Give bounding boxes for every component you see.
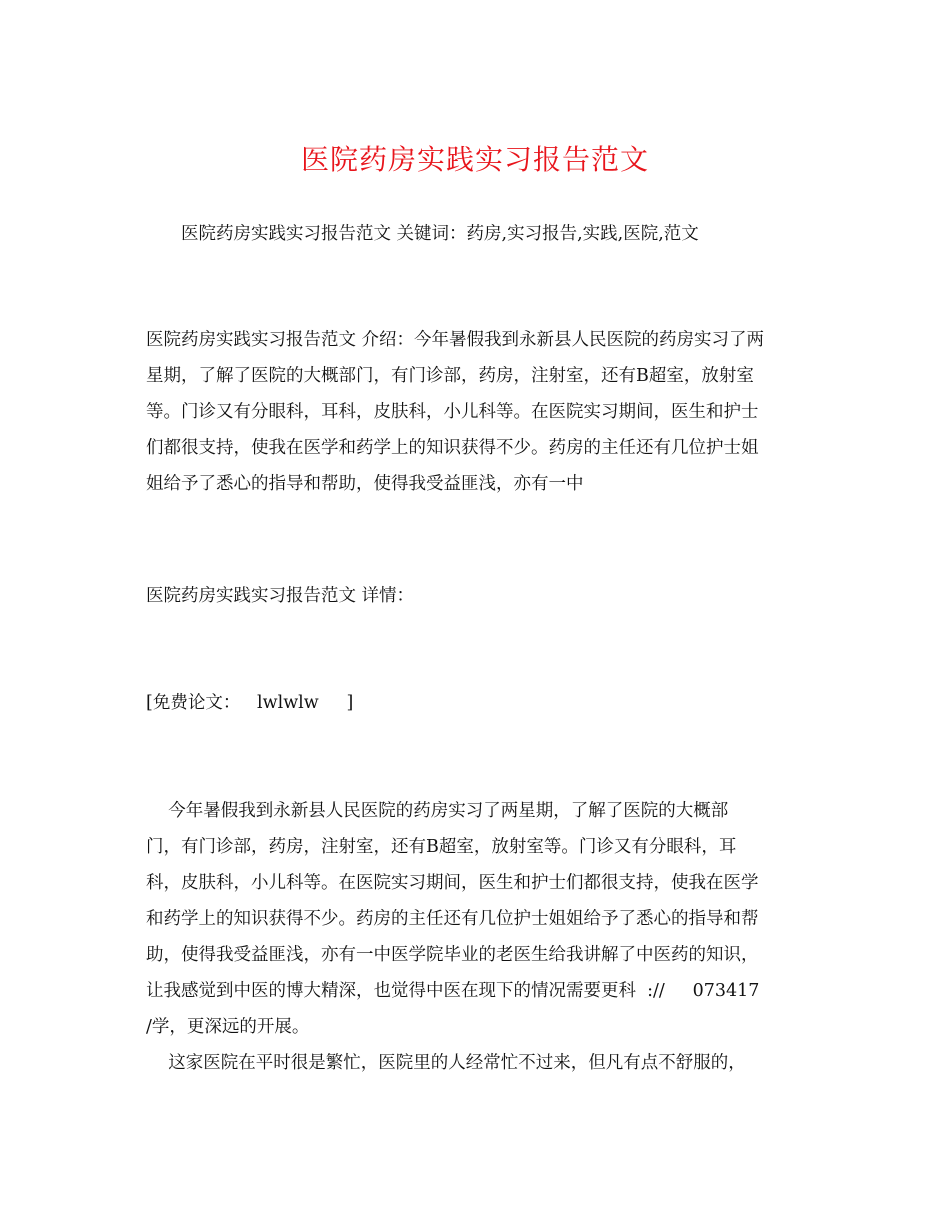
detail-heading-text: 医院药房实践实习报告范文 详情： [146, 586, 415, 606]
body-line: 让我感觉到中医的博大精深，也觉得中医在现下的情况需要更科 :// 073417 [146, 981, 760, 1001]
intro-paragraph [146, 322, 816, 502]
body-line: 科，皮肤科，小儿科等。在医院实习期间，医生和护士们都很支持，使我在医学 [146, 873, 759, 893]
intro-line: 们都很支持，使我在医学和药学上的知识获得不少。药房的主任还有几位护士姐 [146, 438, 759, 458]
keywords-text: 医院药房实践实习报告范文 关键词：药房,实习报告,实践,医院,范文 [181, 224, 699, 244]
intro-line: 医院药房实践实习报告范文 介绍：今年暑假我到永新县人民医院的药房实习了两 [146, 330, 765, 350]
body-line: 助，使得我受益匪浅，亦有一中医学院毕业的老医生给我讲解了中医药的知识， [146, 945, 759, 965]
body-paragraph-2 [146, 1045, 816, 1081]
body-line: 和药学上的知识获得不少。药房的主任还有几位护士姐姐给予了悉心的指导和帮 [146, 909, 759, 929]
body-line: 今年暑假我到永新县人民医院的药房实习了两星期，了解了医院的大概部 [146, 801, 729, 821]
free-paper-line [146, 685, 816, 721]
free-paper-text: [免费论文： lwlwlw ] [146, 693, 354, 713]
body-paragraph-1 [146, 793, 816, 1045]
detail-heading [146, 578, 816, 614]
document-title: 医院药房实践实习报告范文 [300, 143, 649, 176]
body-line: 门，有门诊部，药房，注射室，还有B超室，放射室等。门诊又有分眼科，耳 [146, 837, 737, 857]
intro-line: 星期，了解了医院的大概部门，有门诊部，药房，注射室，还有B超室，放射室 [146, 366, 754, 386]
body-line: /学，更深远的开展。 [146, 1017, 310, 1037]
keywords-line [146, 216, 816, 252]
intro-line: 姐给予了悉心的指导和帮助，使得我受益匪浅，亦有一中 [146, 474, 584, 494]
body-line: 这家医院在平时很是繁忙，医院里的人经常忙不过来，但凡有点不舒服的， [146, 1053, 746, 1073]
intro-line: 等。门诊又有分眼科，耳科，皮肤科，小儿科等。在医院实习期间，医生和护士 [146, 402, 759, 422]
